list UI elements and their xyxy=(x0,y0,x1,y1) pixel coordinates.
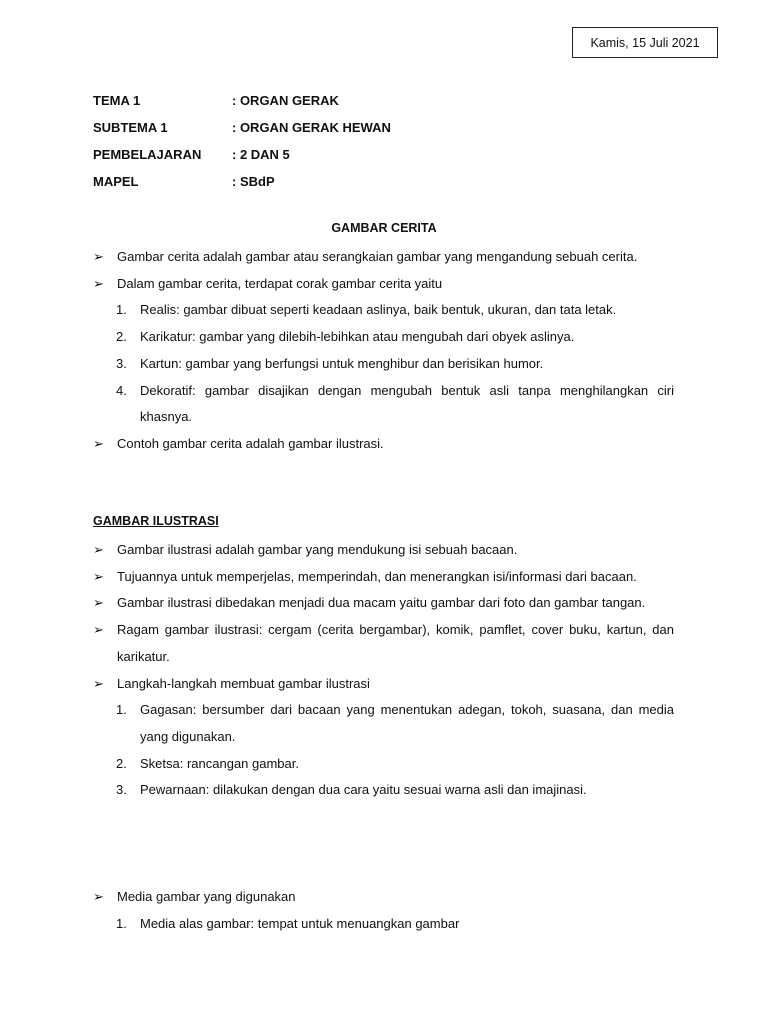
item-number: 1. xyxy=(116,302,127,318)
bullet-item xyxy=(93,431,674,458)
bullet-text: Media gambar yang digunakan xyxy=(117,889,296,904)
section-gambar-ilustrasi xyxy=(93,537,674,804)
arrow-bullet-icon: ➢ xyxy=(93,568,104,584)
meta-row-tema xyxy=(93,87,391,114)
bullet-text: Dalam gambar cerita, terdapat corak gambar cerita yaitu xyxy=(117,275,443,291)
meta-key: SUBTEMA 1 xyxy=(93,120,168,135)
numbered-item xyxy=(93,297,674,324)
bullet-item xyxy=(93,537,674,564)
item-text: Media alas gambar: tempat untuk menuangkan gambar xyxy=(140,915,460,931)
meta-value: : SBdP xyxy=(232,174,275,189)
numbered-item xyxy=(93,911,674,938)
item-number: 2. xyxy=(116,755,127,771)
section-media-gambar xyxy=(93,884,674,937)
bullet-item xyxy=(93,244,674,271)
item-text: Gagasan: bersumber dari bacaan yang menentukan adegan, tokoh, suasana, dan media yang digunakan. xyxy=(140,702,674,744)
item-text: Karikatur: gambar yang dilebih-lebihkan atau mengubah dari obyek aslinya. xyxy=(140,329,575,345)
item-number: 3. xyxy=(116,355,127,371)
arrow-bullet-icon: ➢ xyxy=(93,249,104,264)
arrow-bullet-icon: ➢ xyxy=(93,889,104,904)
bullet-item xyxy=(93,271,674,298)
numbered-item xyxy=(93,324,674,351)
meta-key: TEMA 1 xyxy=(93,93,141,108)
section-title-gambar-cerita: GAMBAR CERITA xyxy=(331,221,437,235)
bullet-item xyxy=(93,617,674,670)
item-text: Sketsa: rancangan gambar. xyxy=(140,755,299,771)
bullet-text: Langkah-langkah membuat gambar ilustrasi xyxy=(117,675,370,691)
bullet-item xyxy=(93,590,674,617)
meta-key: PEMBELAJARAN xyxy=(93,147,202,162)
arrow-bullet-icon: ➢ xyxy=(93,622,104,638)
meta-row-subtema xyxy=(93,114,391,141)
numbered-item xyxy=(93,378,674,431)
date-text: Kamis, 15 Juli 2021 xyxy=(590,35,700,50)
numbered-item xyxy=(93,777,674,804)
meta-value: : 2 DAN 5 xyxy=(232,147,290,162)
item-number: 2. xyxy=(116,329,127,345)
bullet-item xyxy=(93,671,674,698)
meta-row-pembelajaran xyxy=(93,141,391,168)
bullet-text: Contoh gambar cerita adalah gambar ilustrasi. xyxy=(117,435,384,451)
arrow-bullet-icon: ➢ xyxy=(93,595,104,611)
meta-row-mapel xyxy=(93,168,391,195)
bullet-text: Gambar cerita adalah gambar atau serangkaian gambar yang mengandung sebuah cerita. xyxy=(117,249,638,264)
date-box xyxy=(572,27,718,58)
meta-value: : ORGAN GERAK xyxy=(232,93,339,108)
numbered-item xyxy=(93,751,674,778)
bullet-item xyxy=(93,884,674,911)
arrow-bullet-icon: ➢ xyxy=(93,275,104,291)
item-number: 4. xyxy=(116,382,127,398)
meta-value: : ORGAN GERAK HEWAN xyxy=(232,120,391,135)
item-number: 1. xyxy=(116,702,127,718)
item-text: Pewarnaan: dilakukan dengan dua cara yaitu sesuai warna asli dan imajinasi. xyxy=(140,782,587,798)
meta-key: MAPEL xyxy=(93,174,139,189)
arrow-bullet-icon: ➢ xyxy=(93,675,104,691)
section-gambar-cerita xyxy=(93,244,674,458)
bullet-item xyxy=(93,564,674,591)
meta-table xyxy=(93,87,391,195)
item-number: 3. xyxy=(116,782,127,798)
bullet-text: Tujuannya untuk memperjelas, memperindah, dan menerangkan isi/informasi dari bacaan. xyxy=(117,568,637,584)
item-text: Realis: gambar dibuat seperti keadaan aslinya, baik bentuk, ukuran, dan tata letak. xyxy=(140,302,617,318)
bullet-text: Gambar ilustrasi adalah gambar yang mendukung isi sebuah bacaan. xyxy=(117,542,518,557)
bullet-text: Gambar ilustrasi dibedakan menjadi dua macam yaitu gambar dari foto dan gambar tangan. xyxy=(117,595,646,611)
item-text: Kartun: gambar yang berfungsi untuk menghibur dan berisikan humor. xyxy=(140,355,544,371)
arrow-bullet-icon: ➢ xyxy=(93,542,104,557)
bullet-text: Ragam gambar ilustrasi: cergam (cerita bergambar), komik, pamflet, cover buku, kartun, dan karikatur. xyxy=(117,622,674,664)
numbered-item xyxy=(93,697,674,750)
arrow-bullet-icon: ➢ xyxy=(93,435,104,451)
numbered-item xyxy=(93,351,674,378)
item-number: 1. xyxy=(116,915,127,931)
item-text: Dekoratif: gambar disajikan dengan mengubah bentuk asli tanpa menghilangkan ciri khasnya. xyxy=(140,382,674,425)
section-title-gambar-ilustrasi: GAMBAR ILUSTRASI xyxy=(93,514,219,528)
